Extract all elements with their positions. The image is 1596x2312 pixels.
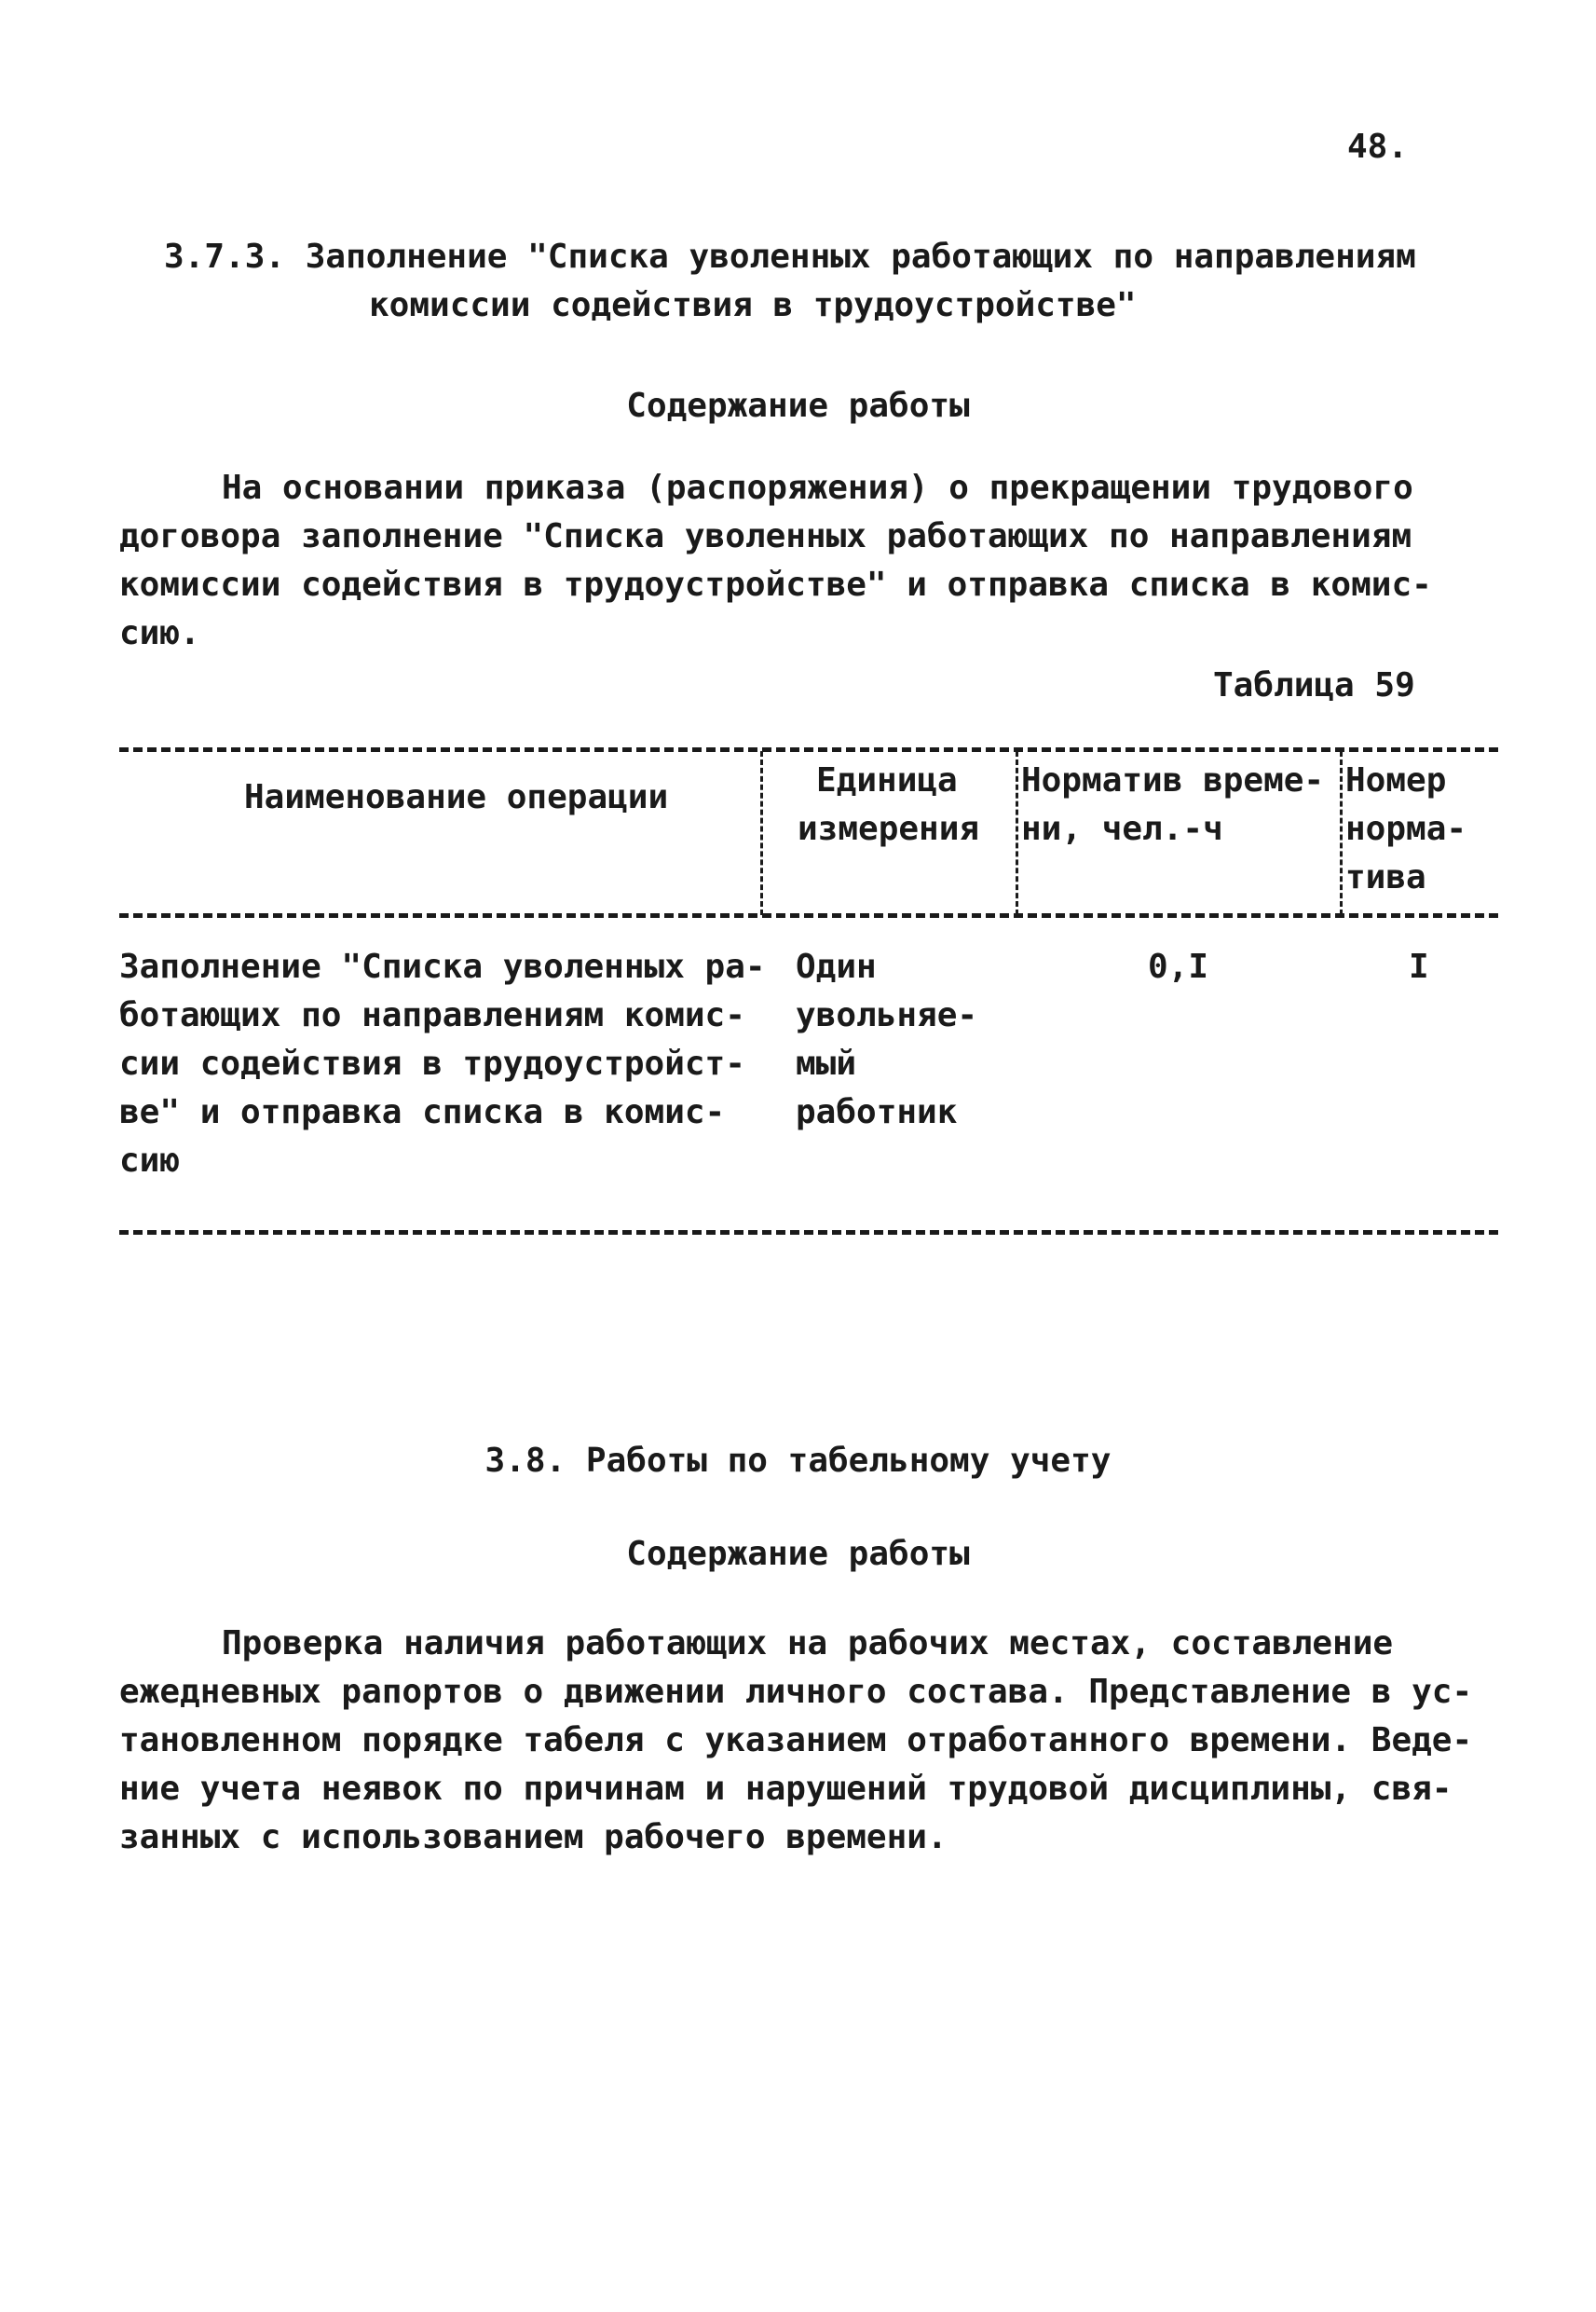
section-38-body [119, 1620, 1480, 1862]
header-number [1345, 757, 1466, 902]
header-norm-line: Норматив време- [1021, 761, 1325, 800]
body-line: занных с использованием рабочего времени. [119, 1818, 948, 1856]
body-line: договора заполнение "Списка уволенных работающих по направлениям [119, 517, 1412, 555]
table-top-rule [119, 747, 1498, 752]
body-line: ежедневных рапортов о движении личного состава. Представление в ус- [119, 1673, 1473, 1711]
row-unit [796, 943, 977, 1137]
header-unit-line: Единица [816, 761, 958, 800]
row-operation-line: ве" и отправка списка в комис- [119, 1093, 726, 1131]
section-373-subheading: Содержание работы [626, 387, 970, 425]
row-operation-line: Заполнение "Списка уволенных ра- [119, 948, 766, 986]
row-unit-line: увольняе- [796, 996, 978, 1034]
row-operation-line: сию [119, 1142, 181, 1180]
section-38-heading: 3.8. Работы по табельному учету [484, 1442, 1112, 1480]
row-norm: 0,I [1148, 948, 1209, 986]
body-line: тановленном порядке табеля с указанием отработанного времени. Веде- [119, 1721, 1473, 1759]
row-operation-line: сии содействия в трудоустройст- [119, 1045, 745, 1083]
header-number-line: Номер [1345, 761, 1447, 800]
header-column-divider [760, 751, 763, 915]
body-line: ние учета неявок по причинам и нарушений трудовой дисциплины, свя- [119, 1770, 1453, 1808]
body-line: На основании приказа (распоряжения) о прекращении трудового [222, 469, 1413, 507]
section-373-heading [164, 233, 1468, 330]
table-label: Таблица 59 [1213, 666, 1415, 705]
table-bottom-rule [119, 1230, 1498, 1235]
row-number: I [1409, 948, 1429, 986]
header-unit [798, 757, 979, 854]
header-number-line: тива [1345, 858, 1426, 896]
body-line: сию. [119, 614, 200, 652]
section-373-heading-line1: 3.7.3. Заполнение "Списка уволенных работающих по направлениям [164, 238, 1416, 276]
table-header-rule [119, 913, 1498, 918]
header-column-divider [1340, 751, 1343, 915]
header-column-divider [1016, 751, 1018, 915]
header-norm-line: ни, чел.-ч [1021, 810, 1223, 848]
row-unit-line: мый [796, 1045, 857, 1083]
header-norm [1021, 757, 1324, 854]
header-unit-line: измерения [798, 810, 980, 848]
section-373-body [119, 464, 1480, 658]
row-operation-line: ботающих по направлениям комис- [119, 996, 745, 1034]
section-373-heading-line2: комиссии содействия в трудоустройстве" [369, 286, 1137, 324]
body-line: комиссии содействия в трудоустройстве" и отправка списка в комис- [119, 566, 1432, 604]
header-number-line: норма- [1345, 810, 1467, 848]
row-unit-line: Один [796, 948, 877, 986]
row-unit-line: работник [796, 1093, 958, 1131]
row-operation [119, 943, 766, 1185]
body-line: Проверка наличия работающих на рабочих местах, составление [222, 1624, 1394, 1662]
section-38-subheading: Содержание работы [626, 1535, 970, 1573]
header-operation: Наименование операции [244, 778, 669, 816]
page-number: 48. [1347, 128, 1409, 166]
